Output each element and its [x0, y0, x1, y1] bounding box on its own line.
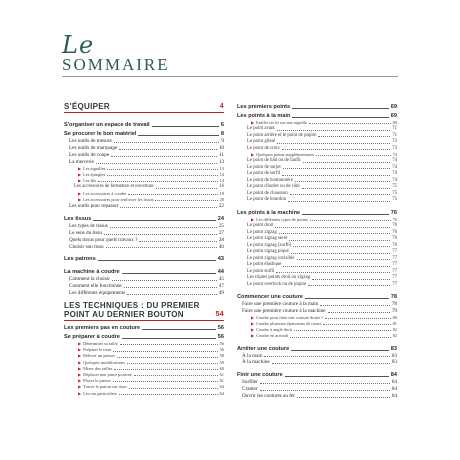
- page-number: 77: [392, 268, 397, 274]
- section-heading[interactable]: [64, 301, 224, 321]
- toc-entry[interactable]: [64, 391, 224, 397]
- leader-dots: [119, 149, 217, 150]
- bullet-marker-icon: ▶: [78, 190, 82, 196]
- entry-title: Les points à la machine: [237, 209, 301, 216]
- entry-title: Les différents types de points: [256, 216, 308, 222]
- spacer: [237, 366, 397, 370]
- page-number: 54: [215, 311, 224, 319]
- leader-dots: [320, 305, 389, 306]
- entry-title: Le point de croix: [247, 145, 280, 151]
- page-number: 84: [391, 386, 397, 393]
- entry-title: Le sens du tissu: [69, 229, 102, 236]
- page-number: 79: [391, 307, 397, 314]
- entry-title: Les outils de coupe: [69, 151, 110, 158]
- bullet-marker-icon: ▶: [78, 171, 82, 177]
- toc-entry[interactable]: [237, 345, 397, 353]
- leader-dots: [283, 266, 390, 267]
- page-number: 74: [392, 164, 397, 170]
- page-number: 80: [392, 314, 397, 320]
- page-number: 56: [219, 347, 224, 353]
- leader-dots: [275, 227, 390, 228]
- entry-title: Les aiguilles: [83, 165, 106, 171]
- section-heading[interactable]: [64, 102, 224, 113]
- page-number: 27: [218, 229, 224, 236]
- bullet-marker-icon: ▶: [78, 378, 82, 384]
- entry-title: Mixer des tailles: [83, 365, 113, 371]
- entry-title: Le point zigzag (surfil): [247, 242, 292, 248]
- leader-dots: [155, 200, 217, 201]
- page-number: 61: [219, 372, 224, 378]
- entry-title: Le point avant: [247, 126, 275, 132]
- header-rule: [62, 76, 398, 77]
- entry-title: Le point droit: [247, 223, 274, 229]
- page-number: 4: [219, 103, 224, 110]
- page-number: 76: [392, 236, 397, 242]
- entry-title: Préparer le tissu: [83, 347, 112, 353]
- page-number: 18: [219, 190, 224, 196]
- leader-dots: [276, 272, 390, 273]
- entry-title: Surfiler: [242, 379, 258, 386]
- bullet-marker-icon: ▶: [78, 372, 82, 378]
- leader-dots: [310, 220, 391, 221]
- entry-title: Arrêter une couture: [237, 345, 290, 352]
- entry-title: La machine à coudre: [64, 269, 120, 276]
- leader-dots: [98, 260, 216, 261]
- toc-left-column: [64, 102, 224, 397]
- leader-dots: [129, 388, 218, 389]
- bullet-marker-icon: ▶: [251, 314, 255, 320]
- page-number: 25: [218, 222, 224, 229]
- leader-dots: [111, 156, 217, 157]
- page-number: 49: [218, 290, 224, 297]
- page-number: 64: [219, 390, 224, 396]
- entry-title: Le point de surfil: [247, 171, 281, 177]
- section-title: S'ÉQUIPER: [64, 102, 110, 111]
- toc-entry[interactable]: [64, 215, 224, 223]
- page-number: 74: [392, 152, 397, 158]
- entry-title: La mercerie: [69, 158, 94, 165]
- entry-title: Se préparer à coudre: [64, 334, 120, 341]
- leader-dots: [318, 136, 390, 137]
- page-number: 69: [390, 104, 397, 110]
- bullet-marker-icon: ▶: [78, 177, 82, 183]
- entry-title: Enfiler un fil sur une aiguille: [256, 119, 307, 125]
- page-number: 78: [390, 294, 397, 301]
- spacer: [237, 204, 397, 208]
- spacer: [64, 263, 224, 267]
- toc-entry[interactable]: [64, 203, 224, 210]
- page-number: 75: [392, 184, 397, 190]
- entry-title: Les patrons: [64, 256, 96, 263]
- page-number: 69: [390, 113, 397, 119]
- leader-dots: [279, 233, 390, 234]
- entry-title: Cranter: [242, 386, 258, 393]
- leader-dots: [260, 390, 390, 391]
- leader-dots: [282, 149, 390, 150]
- page-number: 56: [217, 325, 224, 332]
- toc-entry[interactable]: [237, 103, 397, 111]
- entry-title: Le point overlock ou de piqûre: [247, 281, 307, 287]
- toc-entry[interactable]: [64, 324, 224, 332]
- page-number: 76: [392, 216, 397, 222]
- spacer: [237, 340, 397, 344]
- leader-dots: [122, 273, 216, 274]
- leader-dots: [128, 194, 217, 195]
- leader-dots: [316, 155, 390, 156]
- page-number: 22: [218, 202, 224, 209]
- entry-title: Le point élastique: [247, 262, 282, 268]
- leader-dots: [98, 181, 217, 182]
- leader-dots: [106, 247, 217, 248]
- leader-dots: [152, 126, 219, 127]
- leader-dots: [295, 181, 390, 182]
- entry-title: Quelques points supplémentaires: [256, 152, 315, 158]
- leader-dots: [134, 375, 218, 376]
- entry-title: Ouvrir les coutures au fer: [242, 393, 296, 400]
- leader-dots: [93, 220, 215, 221]
- page-number: 77: [392, 255, 397, 261]
- bullet-marker-icon: ▶: [251, 152, 255, 158]
- entry-title: Les outils pour repasser: [69, 202, 119, 209]
- bullet-marker-icon: ▶: [251, 327, 255, 333]
- leader-dots: [289, 240, 390, 241]
- page-number: 77: [392, 262, 397, 268]
- page-number: 69: [392, 119, 397, 125]
- leader-dots: [290, 337, 391, 338]
- entry-title: Commencer une couture: [237, 294, 303, 301]
- entry-title: Les premiers points: [237, 104, 291, 110]
- leader-dots: [302, 214, 389, 215]
- page-number: 83: [390, 345, 397, 352]
- page-number: 47: [218, 283, 224, 290]
- entry-title: Les fils: [83, 177, 97, 183]
- page-number: 84: [391, 379, 397, 386]
- toc-entry[interactable]: [237, 112, 397, 120]
- page-number: 45: [218, 276, 224, 283]
- page-number: 82: [392, 333, 397, 339]
- toc-entry[interactable]: [64, 145, 224, 152]
- page-number: 73: [392, 145, 397, 151]
- page-number: 77: [392, 249, 397, 255]
- entry-title: Le point surfil: [247, 268, 275, 274]
- toc-entry[interactable]: [237, 308, 397, 315]
- page-number: 64: [219, 384, 224, 390]
- bullet-marker-icon: ▶: [78, 347, 82, 353]
- page-number: 76: [390, 209, 397, 216]
- spacer: [64, 116, 224, 120]
- leader-dots: [312, 279, 390, 280]
- entry-title: Les outils de mesure: [69, 137, 112, 144]
- page-number: 60: [219, 365, 224, 371]
- toc-entry[interactable]: [64, 230, 224, 237]
- leader-dots: [122, 338, 216, 339]
- leader-dots: [156, 188, 218, 189]
- page-number: 76: [392, 229, 397, 235]
- entry-title: Le point de surjet: [247, 164, 281, 170]
- leader-dots: [260, 383, 390, 384]
- bullet-marker-icon: ▶: [251, 333, 255, 339]
- leader-dots: [264, 356, 389, 357]
- bullet-marker-icon: ▶: [78, 365, 82, 371]
- page-number: 75: [392, 197, 397, 203]
- entry-title: Les tissus: [64, 215, 92, 222]
- leader-dots: [302, 188, 391, 189]
- entry-title: Les cas particuliers: [83, 390, 117, 396]
- page-number: 44: [217, 269, 224, 276]
- bullet-marker-icon: ▶: [78, 353, 82, 359]
- leader-dots: [139, 241, 216, 242]
- toc-entry[interactable]: [64, 333, 224, 341]
- leader-dots: [120, 207, 216, 208]
- entry-title: Le point glissé: [247, 139, 276, 145]
- leader-dots: [107, 169, 217, 170]
- entry-title: Le point de bâti ou de faufil: [247, 158, 301, 164]
- leader-dots: [120, 344, 218, 345]
- leader-dots: [124, 287, 217, 288]
- page-number: 77: [392, 275, 397, 281]
- page-number: 40: [218, 243, 224, 250]
- toc-entry[interactable]: [64, 121, 224, 129]
- leader-dots: [285, 376, 389, 377]
- bullet-marker-icon: ▶: [78, 390, 82, 396]
- entry-title: Le point d'ourlet ou de côté: [247, 184, 300, 190]
- entry-title: Relever un patron: [83, 353, 115, 359]
- page-number: 10: [218, 144, 224, 151]
- toc-entry[interactable]: [237, 293, 397, 301]
- toc-entry[interactable]: [64, 159, 224, 166]
- page-number: 71: [392, 126, 397, 132]
- bullet-marker-icon: ▶: [78, 359, 82, 365]
- leader-dots: [290, 194, 391, 195]
- leader-dots: [305, 298, 389, 299]
- entry-title: Déterminer sa taille: [83, 341, 118, 347]
- leader-dots: [294, 330, 391, 331]
- leader-dots: [328, 312, 390, 313]
- page-number: 75: [392, 190, 397, 196]
- spacer: [64, 250, 224, 254]
- bullet-marker-icon: ▶: [78, 384, 82, 390]
- toc-entry[interactable]: [237, 359, 397, 366]
- entry-title: Les accessoires à coudre: [83, 190, 127, 196]
- entry-title: Le point zigzag serré: [247, 236, 288, 242]
- bullet-marker-icon: ▶: [251, 119, 255, 125]
- leader-dots: [277, 130, 390, 131]
- page-number: 9: [221, 137, 224, 144]
- leader-dots: [138, 135, 218, 136]
- leader-dots: [277, 143, 390, 144]
- page-number: 13: [218, 158, 224, 165]
- toc-entry[interactable]: [64, 244, 224, 251]
- page-number: 72: [392, 139, 397, 145]
- page-number: 82: [392, 327, 397, 333]
- page-number: 20: [219, 196, 224, 202]
- entry-title: Les outils de marquage: [69, 144, 118, 151]
- entry-title: Les triples points droit ou zigzag: [247, 275, 311, 281]
- page-number: 11: [219, 151, 224, 158]
- entry-title: Faire une première couture à la main: [242, 301, 319, 308]
- leader-dots: [291, 253, 391, 254]
- leader-dots: [272, 363, 390, 364]
- toc-entry[interactable]: [64, 152, 224, 159]
- page-title: SOMMAIRE: [62, 55, 170, 74]
- entry-title: Déplacer une pince poitrine: [83, 372, 132, 378]
- leader-dots: [142, 329, 216, 330]
- header-le: Le: [62, 31, 95, 59]
- entry-title: Le point de chausson: [247, 190, 288, 196]
- leader-dots: [114, 369, 217, 370]
- leader-dots: [104, 234, 217, 235]
- entry-title: Choisir son tissu: [69, 243, 104, 250]
- toc-entry[interactable]: [237, 301, 397, 308]
- leader-dots: [288, 201, 390, 202]
- entry-title: Le point zigzag piqué: [247, 249, 289, 255]
- toc-header: [62, 31, 170, 74]
- entry-title: Le point de boutonnière: [247, 177, 293, 183]
- spacer: [237, 288, 397, 292]
- toc-entry[interactable]: [237, 209, 397, 217]
- leader-dots: [297, 259, 391, 260]
- leader-dots: [110, 227, 217, 228]
- page-number: 6: [220, 122, 224, 128]
- page-number: 61: [219, 378, 224, 384]
- entry-title: Coudre plusieurs épaisseurs de tissus: [256, 321, 322, 327]
- leader-dots: [303, 162, 391, 163]
- page-number: 83: [391, 359, 397, 366]
- page-number: 8: [220, 131, 224, 137]
- entry-title: Le point zigzag invisible: [247, 255, 295, 261]
- page-number: 14: [219, 171, 224, 177]
- page-number: 83: [391, 352, 397, 359]
- toc-entry[interactable]: [64, 223, 224, 230]
- page-number: 76: [392, 242, 397, 248]
- page-number: 74: [392, 158, 397, 164]
- page-number: 78: [391, 301, 397, 308]
- leader-dots: [127, 363, 218, 364]
- entry-title: Le point zigzag: [247, 229, 277, 235]
- bullet-marker-icon: ▶: [78, 341, 82, 347]
- leader-dots: [297, 397, 390, 398]
- page-number: 81: [392, 321, 397, 327]
- entry-title: Les accessoires pour renforcer les tissus: [83, 196, 154, 202]
- leader-dots: [282, 175, 390, 176]
- page-number: 43: [217, 256, 224, 263]
- section-title: LES TECHNIQUES : DU PREMIER POINT AU DERNIER BOUTON: [64, 301, 200, 320]
- page-number: 14: [219, 177, 224, 183]
- toc-entry[interactable]: [64, 138, 224, 145]
- page-number: 74: [392, 171, 397, 177]
- leader-dots: [112, 280, 217, 281]
- leader-dots: [114, 142, 220, 143]
- page-number: 16: [219, 184, 224, 190]
- entry-title: À la machine: [242, 359, 270, 366]
- bullet-marker-icon: ▶: [78, 196, 82, 202]
- leader-dots: [113, 351, 217, 352]
- toc-entry[interactable]: [237, 379, 397, 386]
- entry-title: Le point de bourdon: [247, 197, 287, 203]
- leader-dots: [291, 350, 389, 351]
- entry-title: Tracer le patron sur tissu: [83, 384, 127, 390]
- leader-dots: [292, 108, 389, 109]
- entry-title: Faire une première couture à la machine: [242, 307, 326, 314]
- entry-title: Coudre en arrondi: [256, 333, 289, 339]
- leader-dots: [323, 324, 390, 325]
- entry-title: Les types de tissus: [69, 222, 108, 229]
- leader-dots: [117, 357, 218, 358]
- bullet-marker-icon: ▶: [78, 165, 82, 171]
- leader-dots: [113, 381, 218, 382]
- page-number: 28: [218, 236, 224, 243]
- page-number: 56: [217, 334, 224, 341]
- toc-entry[interactable]: [64, 237, 224, 244]
- toc-entry[interactable]: [237, 371, 397, 379]
- section-rule: [64, 320, 224, 321]
- leader-dots: [309, 123, 391, 124]
- entry-title: Le point arrière et le point de piqûre: [247, 132, 317, 138]
- entry-title: Les différents équipements: [69, 290, 126, 297]
- page-number: 13: [219, 165, 224, 171]
- entry-title: Coudre pour faire une couture droite ?: [256, 314, 324, 320]
- toc-right-column: [237, 102, 397, 400]
- section-rule: [64, 112, 224, 113]
- toc-entry[interactable]: [64, 268, 224, 276]
- entry-title: Les premiers pas en couture: [64, 325, 141, 332]
- page-number: 74: [392, 177, 397, 183]
- leader-dots: [119, 394, 218, 395]
- leader-dots: [325, 318, 390, 319]
- entry-title: Se procurer le bon matériel: [64, 131, 137, 137]
- entry-title: S'organiser un espace de travail: [64, 122, 150, 128]
- entry-title: Les accessoires de fermeture et ouverture: [74, 184, 154, 190]
- page-number: 84: [390, 372, 397, 379]
- entry-title: À la main: [242, 352, 263, 359]
- leader-dots: [107, 175, 217, 176]
- leader-dots: [283, 168, 391, 169]
- page-number: 76: [392, 223, 397, 229]
- page-number: 24: [217, 215, 224, 222]
- page-number: 77: [392, 281, 397, 287]
- spacer: [64, 210, 224, 214]
- entry-title: Comment la choisir: [69, 276, 110, 283]
- entry-title: Placer le patron: [83, 378, 111, 384]
- entry-title: Coudre à angle droit: [256, 327, 293, 333]
- leader-dots: [96, 163, 217, 164]
- page-number: 58: [219, 353, 224, 359]
- entry-title: Finir une couture: [237, 372, 283, 379]
- entry-title: Quelques modifications: [83, 359, 125, 365]
- bullet-marker-icon: ▶: [251, 321, 255, 327]
- toc-entry[interactable]: [64, 290, 224, 297]
- page-number: 84: [391, 393, 397, 400]
- entry-title: Les points à la main: [237, 113, 291, 119]
- toc-entry[interactable]: [237, 393, 397, 400]
- toc-entry[interactable]: [64, 130, 224, 138]
- leader-dots: [293, 246, 390, 247]
- toc-entry[interactable]: [64, 255, 224, 263]
- page-number: 56: [219, 341, 224, 347]
- entry-title: Les épingles: [83, 171, 106, 177]
- bullet-marker-icon: ▶: [251, 216, 255, 222]
- leader-dots: [308, 285, 390, 286]
- entry-title: Quels tissus pour quels travaux ?: [69, 236, 138, 243]
- leader-dots: [292, 117, 388, 118]
- leader-dots: [127, 294, 217, 295]
- page-number: 59: [219, 359, 224, 365]
- page-number: 71: [392, 132, 397, 138]
- entry-title: Comment elle fonctionne: [69, 283, 122, 290]
